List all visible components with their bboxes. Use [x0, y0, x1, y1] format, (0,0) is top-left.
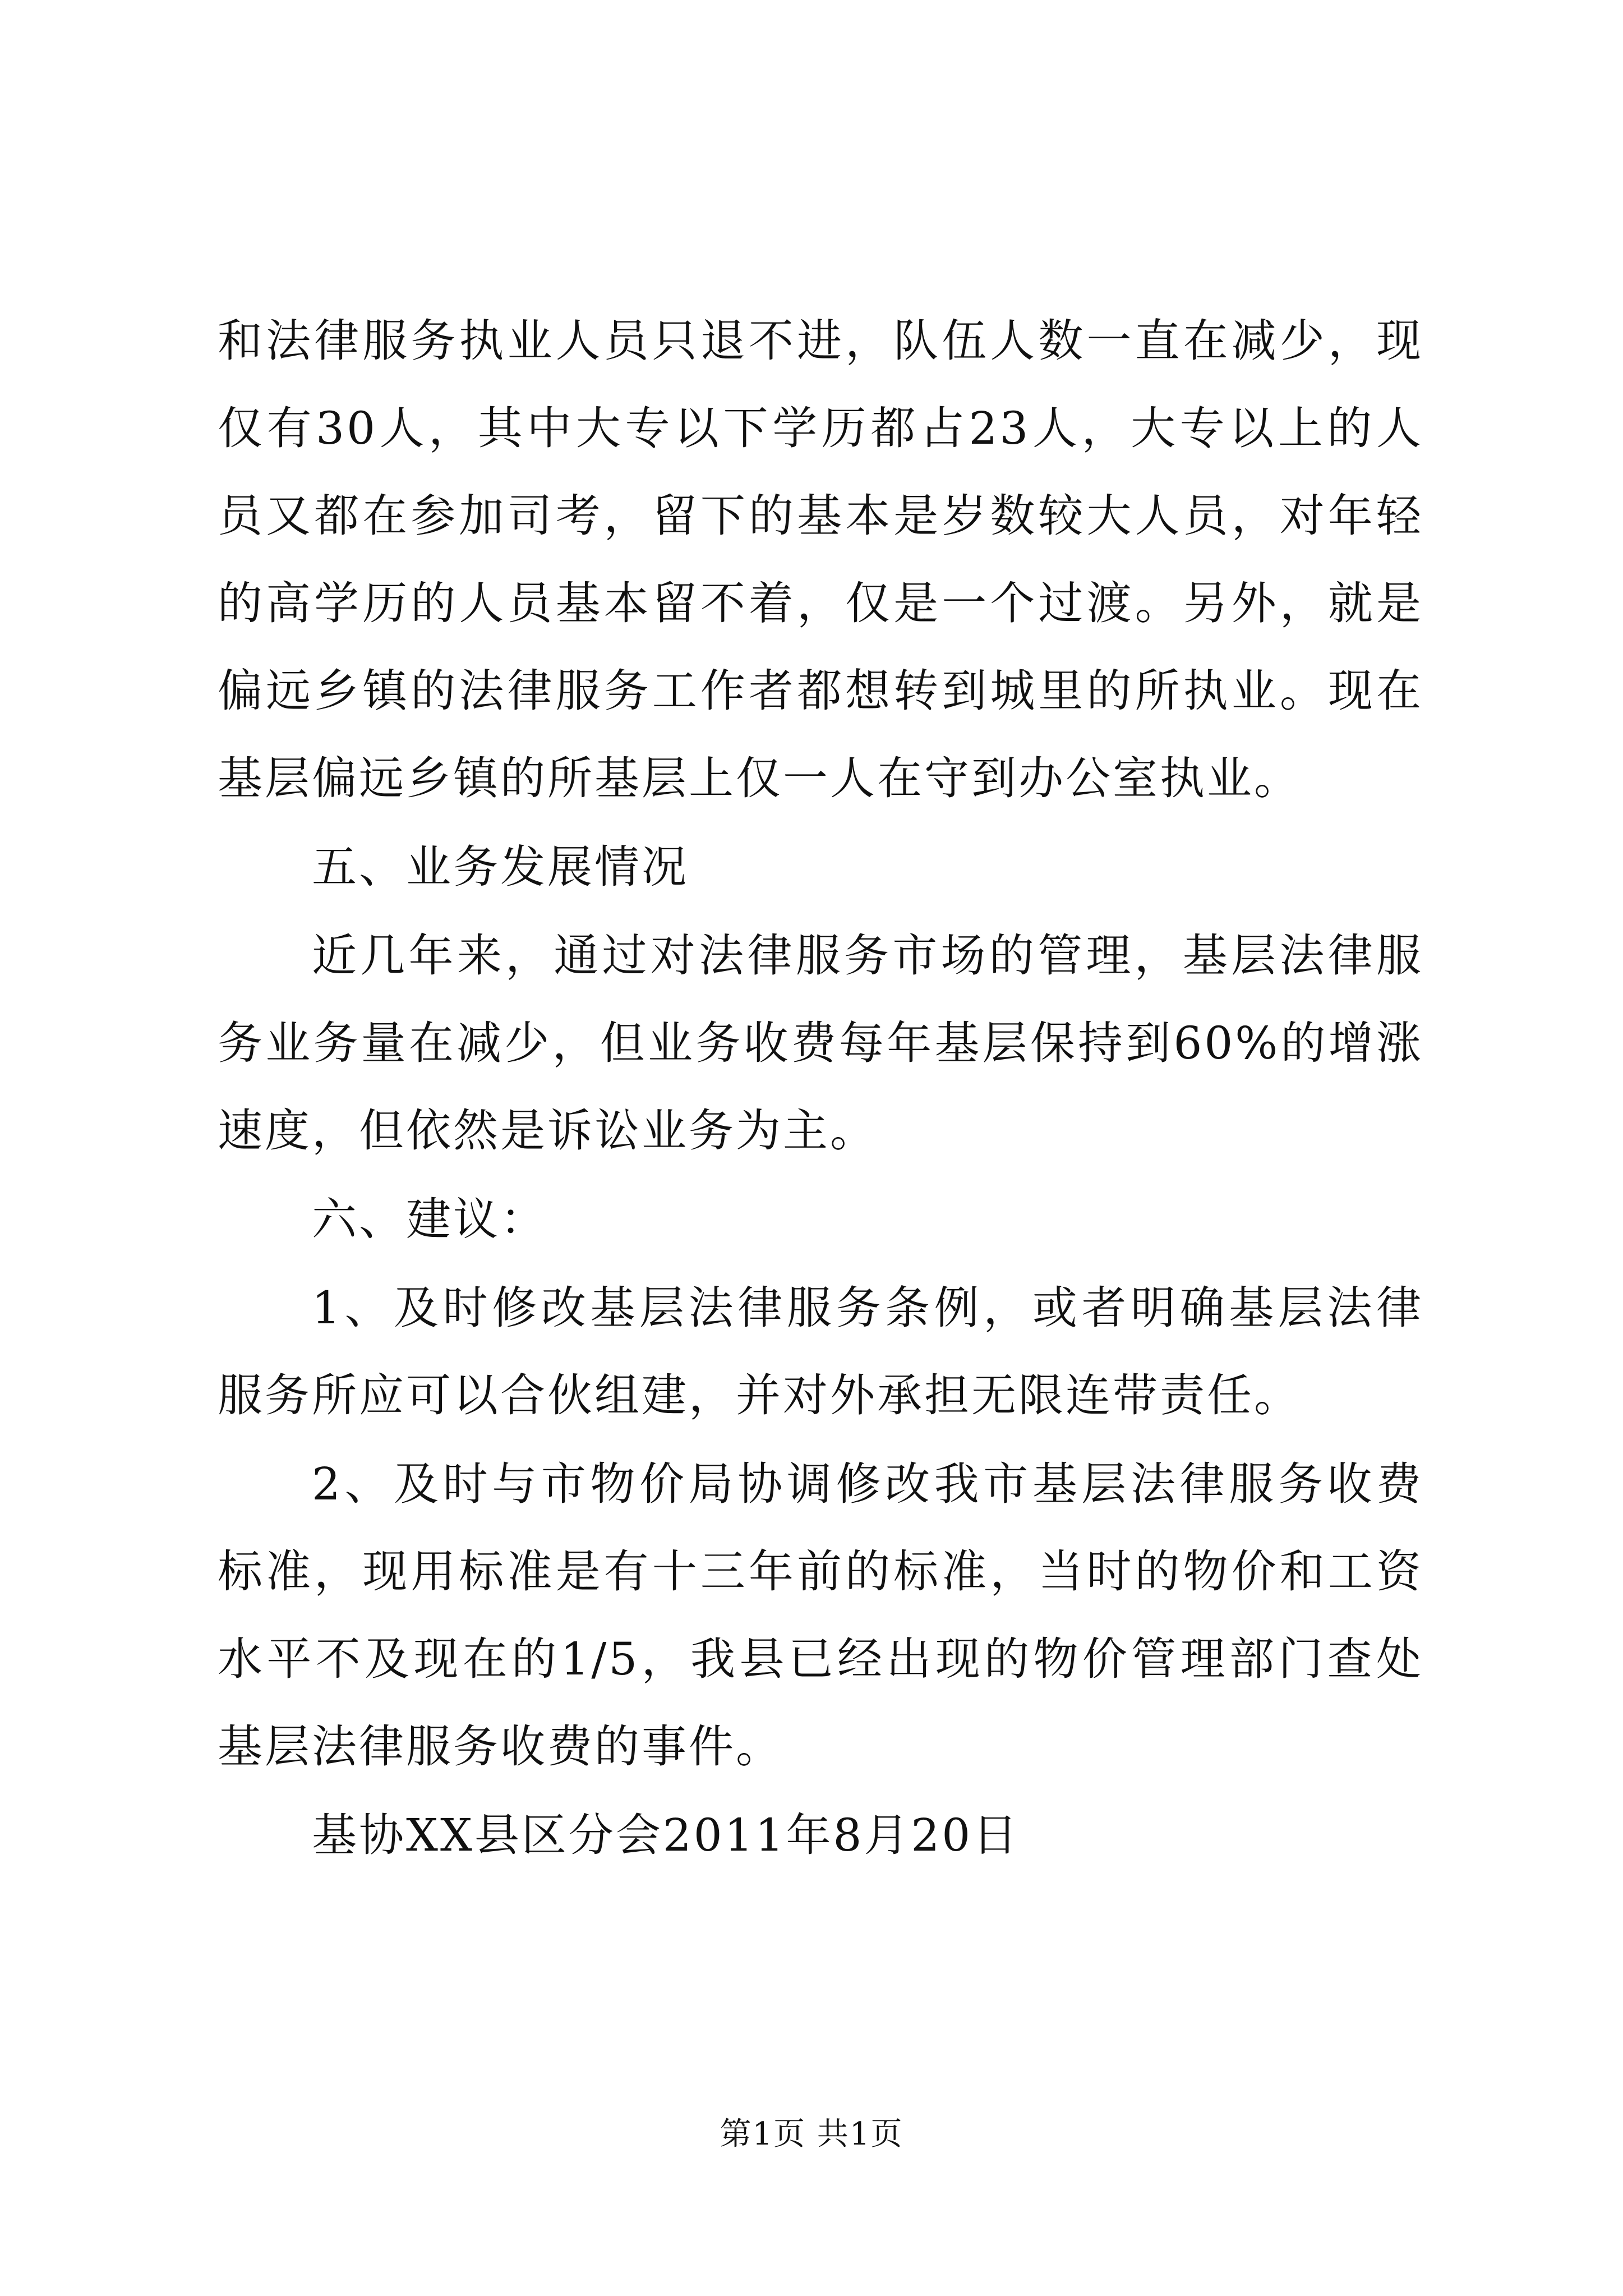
section-heading-suggestions: 六、建议：	[312, 1193, 547, 1245]
signature-line: 基协XX县区分会2011年8月20日	[312, 1809, 1020, 1861]
document-body	[218, 297, 1423, 1880]
suggestion-item-1: 1、及时修改基层法律服务条例，或者明确基层法律服务所应可以合伙组建，并对外承担无限连带责任。	[218, 1282, 1423, 1421]
paragraph-continued: 和法律服务执业人员只退不进，队伍人数一直在减少，现仅有30人，其中大专以下学历都占23人，大专以上的人员又都在参加司考，留下的基本是岁数较大人员，对年轻的高学历的人员基本留不着，仅是一个过渡。另外，就是偏远乡镇的法律服务工作者都想转到城里的所执业。现在基层偏远乡镇的所基层上仅一人在守到办公室执业。	[218, 315, 1423, 804]
page-footer: 第1页 共1页	[720, 2116, 903, 2152]
paragraph-business-development: 近几年来，通过对法律服务市场的管理，基层法律服务业务量在减少，但业务收费每年基层保持到60%的增涨速度，但依然是诉讼业务为主。	[218, 930, 1423, 1157]
suggestion-item-2: 2、及时与市物价局协调修改我市基层法律服务收费标准，现用标准是有十三年前的标准，当时的物价和工资水平不及现在的1/5，我县已经出现的物价管理部门查处基层法律服务收费的事件。	[218, 1458, 1423, 1773]
section-heading-business-development: 五、业务发展情况	[312, 841, 689, 893]
